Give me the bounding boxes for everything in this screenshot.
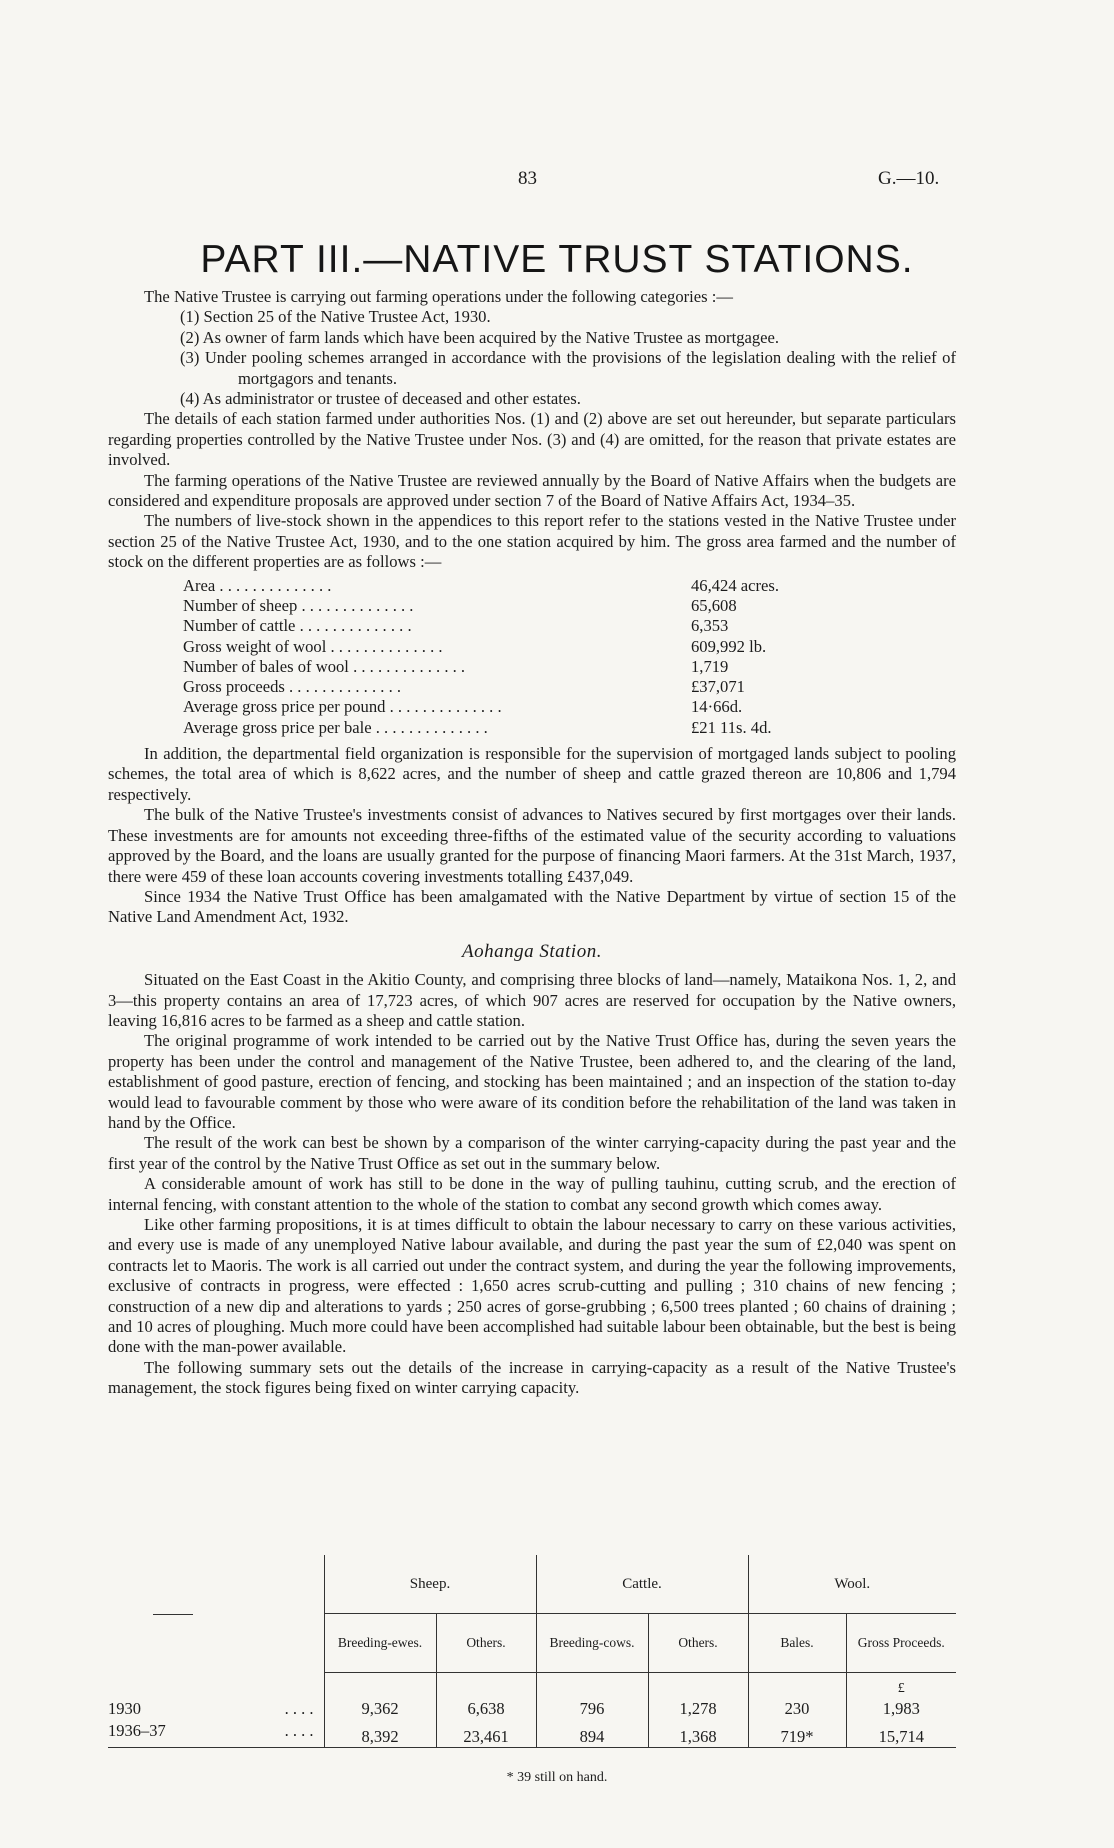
table-cell: 719*: [748, 1719, 846, 1748]
category-item: (4) As administrator or trustee of deceased and other estates.: [180, 389, 581, 409]
paragraph: The original programme of work intended to be carried out by the Native Trust Office has, during the seven years the property has been under the control and management of the Native Trustee, been adhered to, and the clearing of the land, establishment of good pasture, erection of fencing, and stocking has been maintained ; and an inspection of the station to-day would lead to favourable comment by those who were aware of its condition before the rehabilitation of the land was taken in hand by the Office.: [108, 1031, 956, 1132]
paragraph: The details of each station farmed under authorities Nos. (1) and (2) above are set out hereunder, but separate particulars regarding properties controlled by the Native Trustee under Nos. (3) and (4) are omitted, for the reason that private estates are involved.: [108, 409, 956, 470]
stat-row: [183, 576, 903, 596]
stat-label: Number of sheep: [183, 595, 298, 615]
stat-row: [183, 697, 903, 717]
part-title: PART III.—NATIVE TRUST STATIONS.: [200, 238, 914, 281]
leader-dots: . . . .: [284, 1699, 314, 1718]
leader-dots: . . . . . . . . . . . . . .: [219, 575, 332, 595]
category-item: (1) Section 25 of the Native Trustee Act, 1930.: [180, 307, 491, 327]
paragraph: The result of the work can best be shown by a comparison of the winter carrying-capacity during the past year and the first year of the control by the Native Trust Office as set out in the summary below.: [108, 1133, 956, 1173]
leader-dots: . . . .: [284, 1721, 314, 1740]
table-cell: 8,392: [324, 1719, 436, 1748]
paragraph: Situated on the East Coast in the Akitio County, and comprising three blocks of land—namely, Mataikona Nos. 1, 2, and 3—this property contains an area of 17,723 acres, of which 907 acres are reserved for occupation by the Native owners, leaving 16,816 acres to be farmed as a sheep and cattle station.: [108, 970, 956, 1030]
table-row: [108, 1697, 956, 1719]
column-header: Bales.: [748, 1614, 846, 1673]
stat-value: 46,424 acres.: [691, 575, 780, 595]
stat-row: [183, 637, 903, 657]
paragraph: The bulk of the Native Trustee's investments consist of advances to Natives secured by first mortgages over their lands. These investments are for amounts not exceeding three-fifths of the estimated value of the security according to valuations approved by the Board, and the loans are usually granted for the purpose of financing Maori farmers. At the 31st March, 1937, there were 459 of these loan accounts covering investments totalling £437,049.: [108, 805, 956, 886]
body-text: [108, 287, 956, 1399]
carrying-capacity-table: [108, 1555, 956, 1748]
table-cell: 9,362: [324, 1697, 436, 1719]
group-header-sheep: Sheep.: [324, 1555, 536, 1614]
category-item: (2) As owner of farm lands which have been acquired by the Native Trustee as mortgagee.: [180, 327, 780, 347]
table-cell: 1,278: [648, 1697, 748, 1719]
stat-label: Average gross price per pound: [183, 697, 386, 717]
leader-dots: . . . . . . . . . . . . . .: [389, 697, 502, 717]
currency-unit: £: [846, 1673, 956, 1698]
group-header-cattle: Cattle.: [536, 1555, 748, 1614]
column-header: Gross Proceeds.: [846, 1614, 956, 1673]
column-header: Breeding-ewes.: [324, 1614, 436, 1673]
table-cell: 23,461: [436, 1719, 536, 1748]
stat-label: Gross weight of wool: [183, 636, 327, 656]
table-cell: 15,714: [846, 1719, 956, 1748]
table-cell: 796: [536, 1697, 648, 1719]
paragraph: The numbers of live-stock shown in the appendices to this report refer to the stations vested in the Native Trustee under section 25 of the Native Trustee Act, 1930, and to the one station acquired by him. The gross area farmed and the number of stock on the different properties are as follows :—: [108, 511, 956, 572]
stat-value: 609,992 lb.: [691, 636, 767, 656]
column-header: Breeding-cows.: [536, 1614, 648, 1673]
table-group-header: [108, 1555, 956, 1614]
stat-value: 14·66d.: [691, 697, 743, 717]
paragraph: The farming operations of the Native Trustee are reviewed annually by the Board of Native Affairs when the budgets are considered and expenditure proposals are approved under section 7 of the Board of Native Affairs Act, 1934–35.: [108, 470, 956, 511]
stub-header: [108, 1555, 324, 1673]
intro-paragraph: The Native Trustee is carrying out farming operations under the following categories :—: [144, 287, 733, 306]
column-header: Others.: [648, 1614, 748, 1673]
running-header: [0, 168, 1114, 196]
stat-label: Number of cattle: [183, 616, 296, 636]
table-bottom-rule: [108, 1748, 956, 1749]
leader-dots: . . . . . . . . . . . . . .: [353, 656, 466, 676]
stat-row: [183, 596, 903, 616]
table-cell: 1,983: [846, 1697, 956, 1719]
stat-value: £37,071: [691, 677, 745, 697]
stat-row: [183, 616, 903, 636]
stat-label: Number of bales of wool: [183, 656, 349, 676]
stat-label: Gross proceeds: [183, 677, 285, 697]
paragraph: The following summary sets out the details of the increase in carrying-capacity as a result of the Native Trustee's management, the stock figures being fixed on winter carrying capacity.: [108, 1357, 956, 1398]
paragraph: Since 1934 the Native Trust Office has been amalgamated with the Native Department by virtue of section 15 of the Native Land Amendment Act, 1932.: [108, 886, 956, 927]
table-cell: 894: [536, 1719, 648, 1748]
stat-row: [183, 677, 903, 697]
stat-label: Area: [183, 575, 216, 595]
paragraph: In addition, the departmental field organization is responsible for the supervision of mortgaged lands subject to pooling schemes, the total area of which is 8,622 acres, and the number of sheep and cattle grazed thereon are 10,806 and 1,794 respectively.: [108, 744, 956, 804]
stat-label: Average gross price per bale: [183, 717, 372, 737]
document-reference: G.—10.: [878, 168, 940, 189]
page-number: 83: [518, 168, 537, 189]
stock-statistics: [183, 576, 903, 738]
table-cell: 6,638: [436, 1697, 536, 1719]
table-cell: 230: [748, 1697, 846, 1719]
stub-dash: [153, 1614, 193, 1615]
leader-dots: . . . . . . . . . . . . . .: [299, 616, 412, 636]
leader-dots: . . . . . . . . . . . . . .: [375, 717, 488, 737]
table-cell: 1,368: [648, 1719, 748, 1748]
stat-value: 1,719: [691, 656, 729, 676]
stat-value: 6,353: [691, 616, 729, 636]
column-header: Others.: [436, 1614, 536, 1673]
stat-value: £21 11s. 4d.: [691, 717, 772, 737]
table-row: [108, 1719, 956, 1748]
paragraph: A considerable amount of work has still to be done in the way of pulling tauhinu, cutting scrub, and the erection of internal fencing, with constant attention to the whole of the station to combat any second growth which comes away.: [108, 1174, 956, 1214]
leader-dots: . . . . . . . . . . . . . .: [289, 677, 402, 697]
stat-row: [183, 718, 903, 738]
table-footnote: * 39 still on hand.: [506, 1770, 608, 1785]
paragraph: Like other farming propositions, it is at times difficult to obtain the labour necessary to carry on these various activities, and every use is made of any unemployed Native labour available, and during the past year the sum of £2,040 was spent on contracts let to Maoris. The work is all carried out under the contract system, and during the year the following improvements, exclusive of contracts in progress, were effected : 1,650 acres scrub-cutting and pulling ; 310 chains of new fencing ; construction of a new dip and alterations to yards ; 250 acres of gorse-grubbing ; 6,500 trees planted ; 60 chains of draining ; and 10 acres of ploughing. Much more could have been accomplished had suitable labour been obtainable, but the best is being done with the man-power available.: [108, 1215, 956, 1357]
unit-row: [108, 1673, 956, 1698]
row-year: 1936–37: [108, 1721, 166, 1740]
category-item: (3) Under pooling schemes arranged in accordance with the provisions of the legislation dealing with the relief of mortgagors and tenants.: [180, 348, 956, 388]
row-year: 1930: [108, 1699, 141, 1718]
stat-value: 65,608: [691, 595, 737, 615]
station-heading: Aohanga Station.: [462, 940, 602, 962]
stat-row: [183, 657, 903, 677]
group-header-wool: Wool.: [748, 1555, 956, 1614]
leader-dots: . . . . . . . . . . . . . .: [301, 595, 414, 615]
leader-dots: . . . . . . . . . . . . . .: [330, 636, 443, 656]
